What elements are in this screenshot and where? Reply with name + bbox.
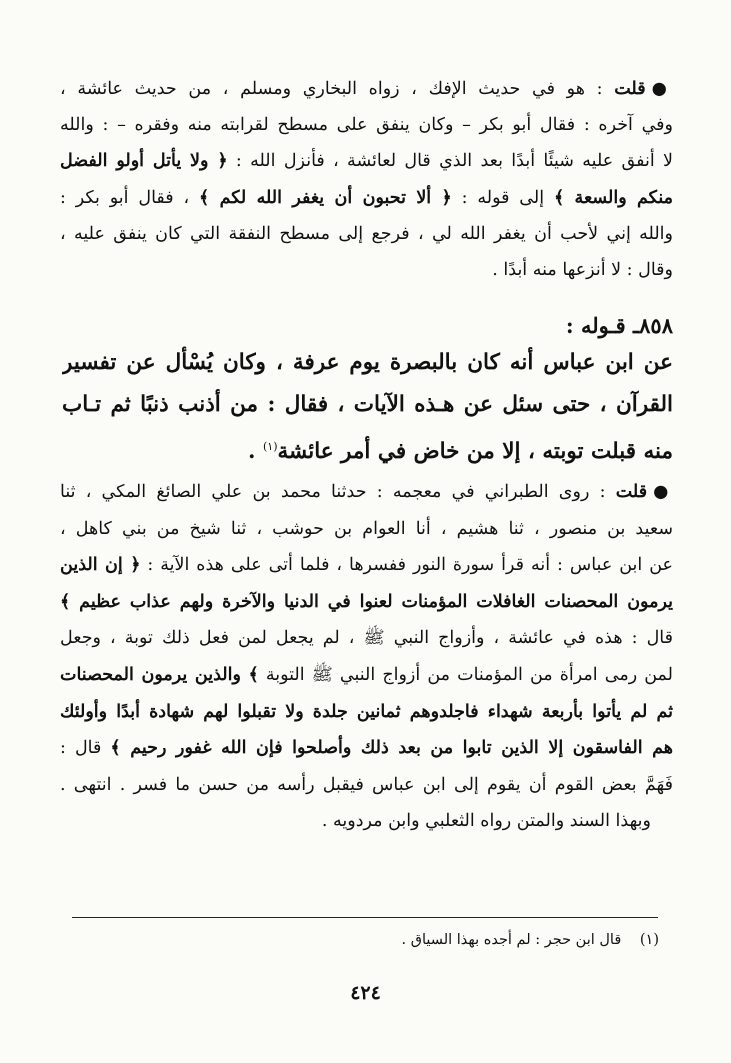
footnote-divider xyxy=(72,917,658,918)
seg: قلت xyxy=(615,482,648,502)
line xyxy=(60,143,673,179)
line xyxy=(60,71,673,107)
footnote-text: قال ابن حجر : لم أجده بهذا السياق . xyxy=(401,932,622,948)
quran-verse: هم الفاسقون إلا الذين تابوا من بعد ذلك وأصلحوا فإن الله غفور رحيم ﴾ xyxy=(110,738,673,759)
paragraph-commentary-1 xyxy=(60,71,673,288)
page-number: ٤٢٤ xyxy=(350,982,381,1004)
seg: وقال : لا أنزعها منه أبدًا . xyxy=(492,259,673,280)
line xyxy=(60,730,673,767)
footnote-ref[interactable]: (١) xyxy=(262,440,278,453)
seg: والله إني لأحب أن يغفر الله لي ، فرجع إلى مسطح النفقة التي كان ينفق عليه ، xyxy=(60,223,673,244)
quran-verse: ﴿ إن الذين xyxy=(60,555,141,576)
seg: وبهذا السند والمتن رواه الثعلبي وابن مردويه . xyxy=(321,811,651,832)
quran-verse: ثم لم يأتوا بأربعة شهداء فاجلدوهم ثمانين جلدة ولا تقبلوا لهم شهادة أبدًا وأولئك xyxy=(60,701,673,722)
line xyxy=(60,107,673,143)
seg: لمن رمى امرأة من المؤمنات من أزواج النبي ﷺ التوبة xyxy=(258,664,673,685)
quran-verse: ﴾ والذين يرمون المحصنات xyxy=(60,664,259,685)
line xyxy=(60,511,673,548)
footnote xyxy=(402,926,659,954)
line xyxy=(60,584,673,621)
bullet-icon: ● xyxy=(653,482,673,502)
seg: : روى الطبراني في معجمه : حدثنا محمد بن علي الصائغ المكي ، ثنا xyxy=(60,482,616,502)
line xyxy=(62,426,673,468)
seg: وفي آخره : فقال أبو بكر – وكان ينفق على مسطح لقرابته منه وفقره – : والله xyxy=(60,115,673,136)
quran-verse: منكم والسعة ﴾ xyxy=(553,187,673,208)
line xyxy=(60,694,673,731)
seg: ، فقال أبو بكر : xyxy=(60,187,199,208)
seg: : هو في حديث الإفك ، زواه البخاري ومسلم ، من حديث عائشة ، xyxy=(60,79,615,99)
seg: قال : هذه في عائشة ، وأزواج النبي ﷺ ، لم يجعل لمن فعل ذلك توبة ، وجعل xyxy=(60,628,673,649)
entry-heading: ٨٥٨ـ قـوله : xyxy=(565,313,673,338)
bullet-icon: ● xyxy=(651,79,673,99)
line xyxy=(60,216,673,252)
paragraph-commentary-2 xyxy=(60,474,673,840)
seg: فَهَمَّ بعض القوم أن يقوم إلى ابن عباس فيقبل رأسه من حسن ما فسر . انتهى . xyxy=(60,774,673,795)
line xyxy=(60,620,673,657)
line xyxy=(60,474,673,511)
quran-verse: ﴿ ألا تحبون أن يغفر الله لكم ﴾ xyxy=(198,187,452,208)
line xyxy=(60,547,673,584)
line xyxy=(60,657,673,694)
footnote-number: (١) xyxy=(639,932,659,948)
quran-verse: ﴿ ولا يأتل أولو الفضل xyxy=(60,151,228,172)
line: القرآن ، حتى سئل عن هـذه الآيات ، فقال : من أذنب ذنبًا ثم تـاب xyxy=(62,392,673,417)
seg: قلت xyxy=(614,79,646,99)
seg: إلى قوله : xyxy=(451,187,554,208)
quoted-text xyxy=(62,342,673,468)
seg: منه قبلت توبته ، إلا من خاض في أمر عائشة xyxy=(277,439,673,465)
seg: لا أنفق عليه شيئًا أبدًا بعد الذي قال لعائشة ، فأنزل الله : xyxy=(227,151,673,172)
seg: سعيد بن منصور ، ثنا هشيم ، أنا العوام بن حوشب ، ثنا شيخ من بني كاهل ، xyxy=(60,518,673,539)
line: عن ابن عباس أنه كان بالبصرة يوم عرفة ، وكان يُسْأل عن تفسير xyxy=(62,350,673,375)
line xyxy=(60,180,673,216)
quran-verse: يرمون المحصنات الغافلات المؤمنات لعنوا في الدنيا والآخرة ولهم عذاب عظيم ﴾ xyxy=(60,591,673,612)
line xyxy=(60,767,673,804)
line xyxy=(60,252,673,288)
seg: قال : xyxy=(60,738,111,759)
seg: . xyxy=(248,439,263,465)
seg: عن ابن عباس : أنه قرأ سورة النور ففسرها ، فلما أتى على هذه الآية : xyxy=(140,555,673,576)
line xyxy=(60,803,673,840)
